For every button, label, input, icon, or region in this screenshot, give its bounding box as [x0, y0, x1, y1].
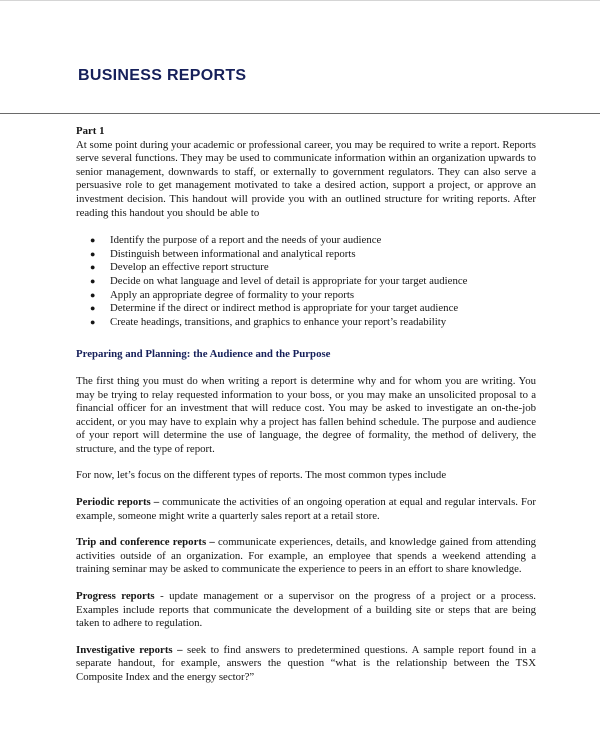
report-type-term: Investigative reports – [76, 643, 183, 656]
bullet-icon: ● [90, 316, 96, 327]
bullet-icon: ● [90, 235, 96, 246]
list-item [90, 248, 536, 262]
report-type-term: Progress reports [76, 590, 155, 603]
document-title: BUSINESS REPORTS [78, 67, 247, 84]
list-item [90, 302, 536, 316]
types-intro: For now, let’s focus on the different types of reports. The most common types include [76, 469, 447, 482]
list-item [90, 275, 536, 289]
list-item-text: Apply an appropriate degree of formality to your reports [110, 288, 355, 301]
report-type-description: - update management or a supervisor on the progress of a project or a process. Examples include reports that communicate the development of a building site or steps that are being taken to adhere to regulation. [76, 590, 536, 630]
list-item-text: Create headings, transitions, and graphics to enhance your report’s readability [110, 315, 447, 328]
bullet-icon: ● [90, 248, 96, 259]
objectives-list [76, 234, 536, 329]
report-type-trip [76, 536, 536, 577]
bullet-icon: ● [90, 303, 96, 314]
list-item-text: Determine if the direct or indirect method is appropriate for your target audience [110, 302, 459, 315]
report-type-investigative [76, 644, 536, 685]
list-item [90, 261, 536, 275]
list-item-text: Identify the purpose of a report and the needs of your audience [110, 234, 382, 247]
report-type-description: communicate the activities of an ongoing operation at equal and regular intervals. For example, someone might write a quarterly sales report at a retail store. [76, 496, 536, 522]
section-heading: Preparing and Planning: the Audience and the Purpose [76, 348, 331, 361]
report-type-term: Periodic reports – [76, 496, 160, 509]
report-type-description: communicate experiences, details, and knowledge gained from attending activities outside of an organization. For example, an employee that spends a weekend attending a training seminar may be asked to communicate the experience to peers in an effort to share knowledge. [76, 536, 536, 576]
report-type-description: seek to find answers to predetermined questions. A sample report found in a separate handout, for example, answers the question “what is the relationship between the TSX Composite Index and the energy sector?” [76, 643, 536, 683]
bullet-icon: ● [90, 289, 96, 300]
part-label: Part 1 [76, 125, 105, 137]
list-item-text: Distinguish between informational and analytical reports [110, 247, 356, 260]
list-item [90, 316, 536, 330]
report-type-term: Trip and conference reports – [76, 536, 215, 549]
list-item-text: Decide on what language and level of detail is appropriate for your target audience [110, 274, 468, 287]
report-type-periodic [76, 496, 536, 523]
list-item [90, 289, 536, 303]
bullet-icon: ● [90, 275, 96, 286]
planning-paragraph: The first thing you must do when writing a report is determine why and for whom you are writing. You may be trying to relay requested information to your boss, or you may make an unsolicited proposal to a financial officer for an investment that will reduce cost. You may be asked to investigate an on-the-job accident, or you may have to explain why a project has fallen behind schedule. The purpose and audience of your report will determine the use of language, the degree of formality, the method of delivery, the structure, and the type of report. [76, 374, 536, 455]
intro-paragraph: At some point during your academic or professional career, you may be required to write a report. Reports serve several functions. They may be used to communicate information within an organization upwards to senior management, downwards to staff, or externally to government regulators. They can also serve a persuasive role to get management motivated to take a desired action, support a project, or approve an investment decision. This handout will provide you with an outlined structure for writing reports. After reading this handout you should be able to [76, 138, 536, 219]
document-body [76, 125, 536, 685]
list-item [90, 234, 536, 248]
list-item-text: Develop an effective report structure [110, 261, 269, 274]
report-type-progress [76, 590, 536, 631]
bullet-icon: ● [90, 262, 96, 273]
title-divider [0, 113, 600, 114]
